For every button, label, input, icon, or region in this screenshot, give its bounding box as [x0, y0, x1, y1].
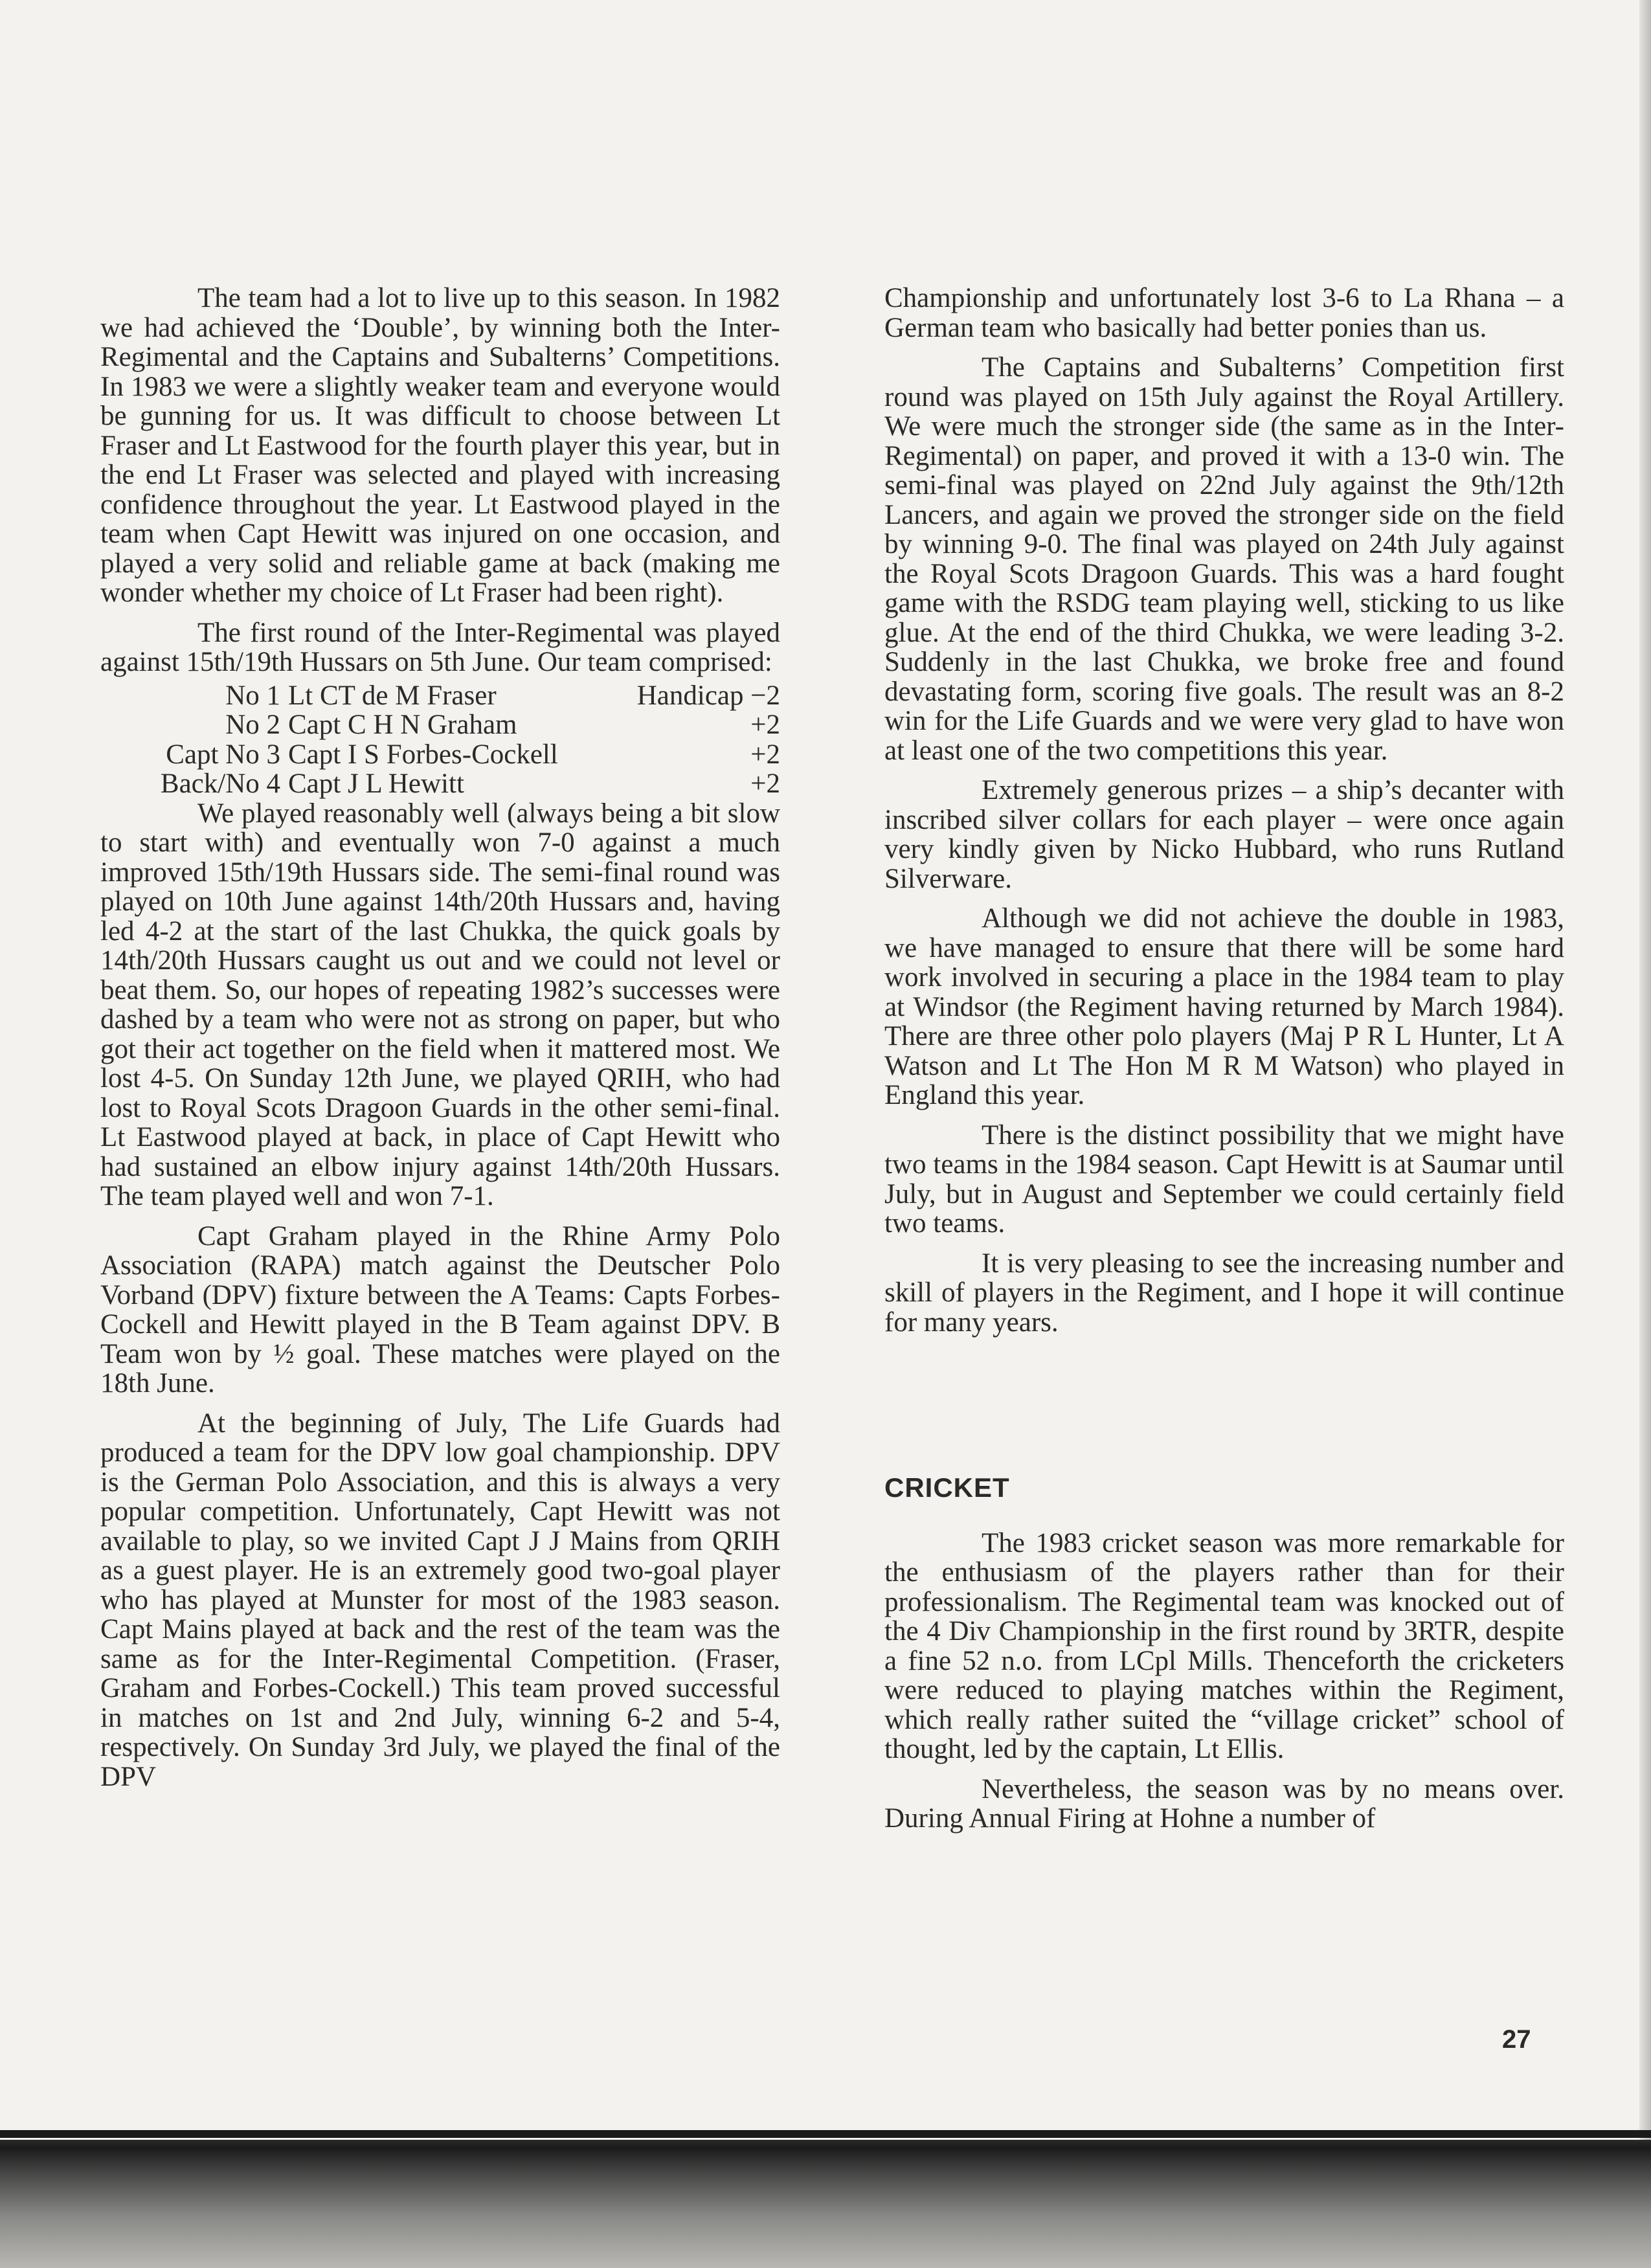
roster-handicap: +2	[750, 739, 780, 770]
page-edge	[1639, 0, 1651, 2268]
page-number: 27	[1502, 2025, 1531, 2054]
roster-position: Capt No 3	[166, 739, 280, 770]
paragraph: The first round of the Inter-Regimental was played against 15th/19th Hussars on 5th June. Our team comprised:	[100, 617, 780, 677]
right-column	[884, 284, 1564, 1844]
paragraph: Capt Graham played in the Rhine Army Polo Association (RAPA) match against the Deutscher Polo Vorband (DPV) fixture between the A Teams: Capts Forbes-Cockell and Hewitt played in the B Team against DPV. B Team won by ½ goal. These matches were played on the 18th June.	[100, 1220, 780, 1398]
roster-position: No 1	[225, 680, 280, 711]
roster-name: Capt C H N Graham	[288, 710, 517, 740]
paragraph: Although we did not achieve the double in 1983, we have managed to ensure that there will be some hard work involved in securing a place in the 1984 team to play at Windsor (the Regiment having returned by March 1984). There are three other polo players (Maj P R L Hunter, Lt A Watson and Lt The Hon M R M Watson) who played in England this year.	[884, 903, 1564, 1110]
scan-border	[0, 2130, 1651, 2138]
left-column	[100, 284, 780, 1802]
paragraph: The team had a lot to live up to this season. In 1982 we had achieved the ‘Double’, by winning both the Inter-Regimental and the Captains and Subalterns’ Competitions. In 1983 we were a slightly weaker team and everyone would be gunning for us. It was difficult to choose between Lt Fraser and Lt Eastwood for the fourth player this year, but in the end Lt Fraser was selected and played with increasing confidence throughout the year. Lt Eastwood played in the team when Capt Hewitt was injured on one occasion, and played a very solid and reliable game at back (making me wonder whether my choice of Lt Fraser had been right).	[100, 283, 780, 608]
paragraph: Extremely generous prizes – a ship’s decanter with inscribed silver collars for each player – were once again very kindly given by Nicko Hubbard, who runs Rutland Silverware.	[884, 775, 1564, 894]
section-heading-cricket: CRICKET	[884, 1472, 1010, 1503]
team-roster	[100, 681, 780, 799]
roster-row	[100, 681, 780, 711]
scan-shadow	[0, 2140, 1651, 2268]
roster-position: No 2	[225, 710, 280, 740]
roster-handicap: +2	[750, 710, 780, 740]
roster-handicap: Handicap −2	[636, 680, 780, 711]
paragraph: The 1983 cricket season was more remarkable for the enthusiasm of the players rather than for their professionalism. The Regimental team was knocked out of the 4 Div Championship in the first round by 3RTR, despite a fine 52 n.o. from LCpl Mills. Thenceforth the cricketers were reduced to playing matches within the Regiment, which really rather suited the “village cricket” school of thought, led by the captain, Lt Ellis.	[884, 1527, 1564, 1764]
roster-row	[100, 769, 780, 799]
roster-position: Back/No 4	[160, 769, 280, 799]
paragraph: At the beginning of July, The Life Guards had produced a team for the DPV low goal championship. DPV is the German Polo Association, and this is always a very popular competition. Unfortunately, Capt Hewitt was not available to play, so we invited Capt J J Mains from QRIH as a guest player. He is an extremely good two-goal player who has played at Munster for most of the 1983 season. Capt Mains played at back and the rest of the team was the same as for the Inter-Regimental Competition. (Fraser, Graham and Forbes-Cockell.) This team proved successful in matches on 1st and 2nd July, winning 6-2 and 5-4, respectively. On Sunday 3rd July, we played the final of the DPV	[100, 1408, 780, 1792]
roster-row	[100, 740, 780, 770]
paragraph: It is very pleasing to see the increasing number and skill of players in the Regiment, and I hope it will continue for many years.	[884, 1248, 1564, 1338]
roster-handicap: +2	[750, 769, 780, 799]
paragraph: We played reasonably well (always being a bit slow to start with) and eventually won 7-0 against a much improved 15th/19th Hussars side. The semi-final round was played on 10th June against 14th/20th Hussars and, having led 4-2 at the start of the last Chukka, the quick goals by 14th/20th Hussars caught us out and we could not level or beat them. So, our hopes of repeating 1982’s successes were dashed by a team who were not as strong on paper, but who got their act together on the field when it mattered most. We lost 4-5. On Sunday 12th June, we played QRIH, who had lost to Royal Scots Dragoon Guards in the other semi-final. Lt Eastwood played at back, in place of Capt Hewitt who had sustained an elbow injury against 14th/20th Hussars. The team played well and won 7-1.	[100, 798, 780, 1211]
paragraph: There is the distinct possibility that we might have two teams in the 1984 season. Capt Hewitt is at Saumar until July, but in August and September we could certainly field two teams.	[884, 1119, 1564, 1239]
roster-name: Capt I S Forbes-Cockell	[288, 739, 558, 770]
roster-name: Lt CT de M Fraser	[288, 680, 497, 711]
roster-row	[100, 710, 780, 740]
roster-name: Capt J L Hewitt	[288, 769, 464, 799]
paragraph: The Captains and Subalterns’ Competition first round was played on 15th July against the Royal Artillery. We were much the stronger side (the same as in the Inter-Regimental) on paper, and proved it with a 13-0 win. The semi-final was played on 22nd July against the 9th/12th Lancers, and again we proved the stronger side on the field by winning 9-0. The final was played on 24th July against the Royal Scots Dragoon Guards. This was a hard fought game with the RSDG team playing well, sticking to us like glue. At the end of the third Chukka, we were leading 3-2. Suddenly in the last Chukka, we broke free and found devastating form, scoring five goals. The result was an 8-2 win for the Life Guards and we were very glad to have won at least one of the two competitions this year.	[884, 352, 1564, 766]
paragraph: Nevertheless, the season was by no means over. During Annual Firing at Hohne a number of	[884, 1773, 1564, 1834]
paragraph: Championship and unfortunately lost 3-6 to La Rhana – a German team who basically had better ponies than us.	[884, 283, 1564, 343]
